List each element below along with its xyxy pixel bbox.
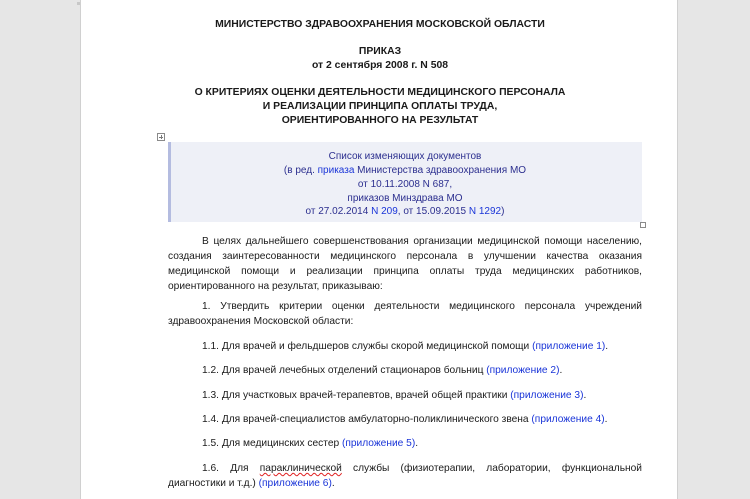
- revision-text: ): [501, 206, 505, 217]
- item-text: 1.6. Для: [202, 463, 260, 474]
- revision-line-4: приказов Минздрава МО: [347, 193, 463, 204]
- list-item: [202, 388, 642, 403]
- ministry-heading: МИНИСТЕРСТВО ЗДРАВООХРАНЕНИЯ МОСКОВСКОЙ ОБЛАСТИ: [215, 19, 545, 30]
- revision-text: (в ред.: [283, 165, 318, 176]
- intro-line: В целях дальнейшего совершенствования организации медицинской помощи населению,: [202, 236, 642, 247]
- appendix-link-1[interactable]: (приложение 1): [532, 341, 606, 352]
- revision-link-order[interactable]: приказа: [317, 165, 355, 176]
- revision-text: Министерства здравоохранения МО: [354, 165, 527, 176]
- item-text: 1.3. Для участковых врачей-терапевтов, врачей общей практики: [202, 390, 511, 401]
- item-text: .: [415, 438, 419, 449]
- item-text: .: [605, 341, 609, 352]
- document-page: [80, 0, 678, 499]
- item-text: .: [604, 414, 608, 425]
- item-text: 1.2. Для врачей лечебных отделений стационаров больниц: [202, 365, 487, 376]
- revision-line-5: [168, 205, 642, 219]
- appendix-link-2[interactable]: (приложение 2): [486, 365, 560, 376]
- appendix-link-6[interactable]: (приложение 6): [258, 478, 332, 489]
- list-item-6: [168, 461, 642, 491]
- revision-line-2: [168, 164, 642, 178]
- doc-date-heading: от 2 сентября 2008 г. N 508: [311, 60, 449, 71]
- revision-link-1292[interactable]: N 1292: [468, 206, 502, 217]
- list-item: [202, 436, 642, 451]
- item-text: 1.5. Для медицинских сестер: [202, 438, 342, 449]
- paragraph-1: [168, 299, 642, 329]
- revision-text: от 27.02.2014: [305, 206, 372, 217]
- revision-text: , от 15.09.2015: [397, 206, 469, 217]
- item-text: 1.4. Для врачей-специалистов амбулаторно-поликлинического звена: [202, 414, 532, 425]
- intro-line: создания заинтересованности медицинского персонала в улучшении качества оказания: [168, 251, 642, 262]
- paragraph-line: 1. Утвердить критерии оценки деятельности медицинского персонала учреждений: [202, 301, 642, 312]
- spellcheck-word[interactable]: параклинической: [259, 463, 342, 474]
- appendix-link-5[interactable]: (приложение 5): [341, 438, 416, 449]
- intro-paragraph: [168, 234, 642, 294]
- revision-link-209[interactable]: N 209: [371, 206, 398, 217]
- list-item: [202, 363, 642, 378]
- table-move-handle[interactable]: [157, 133, 165, 141]
- appendix-link-4[interactable]: (приложение 4): [531, 414, 605, 425]
- title-line-2: И РЕАЛИЗАЦИИ ПРИНЦИПА ОПЛАТЫ ТРУДА,: [262, 101, 498, 112]
- item-line: [168, 461, 642, 476]
- title-line-1: О КРИТЕРИЯХ ОЦЕНКИ ДЕЯТЕЛЬНОСТИ МЕДИЦИНСКОГО ПЕРСОНАЛА: [194, 87, 566, 98]
- item-line: [168, 476, 642, 491]
- item-text: .: [331, 478, 335, 489]
- item-text: службы (физиотерапии, лаборатории, функциональной: [341, 463, 642, 474]
- revision-heading: Список изменяющих документов: [328, 151, 482, 162]
- title-line-3: ОРИЕНТИРОВАННОГО НА РЕЗУЛЬТАТ: [281, 115, 479, 126]
- intro-line: ориентированного на результат, приказываю:: [168, 281, 383, 292]
- appendix-link-3[interactable]: (приложение 3): [510, 390, 584, 401]
- item-text: .: [583, 390, 587, 401]
- list-item: [202, 412, 642, 427]
- doc-type-heading: ПРИКАЗ: [358, 46, 402, 57]
- paragraph-line: здравоохранения Московской области:: [168, 316, 354, 327]
- table-resize-handle[interactable]: [640, 222, 646, 228]
- intro-line: медицинской помощи и реализации принципа оплаты труда медицинских работников,: [168, 266, 642, 277]
- list-item: [202, 339, 642, 354]
- item-text: диагностики и т.д.): [168, 478, 259, 489]
- revision-line-3: от 10.11.2008 N 687,: [357, 179, 453, 190]
- item-text: 1.1. Для врачей и фельдшеров службы скорой медицинской помощи: [202, 341, 533, 352]
- item-text: .: [559, 365, 563, 376]
